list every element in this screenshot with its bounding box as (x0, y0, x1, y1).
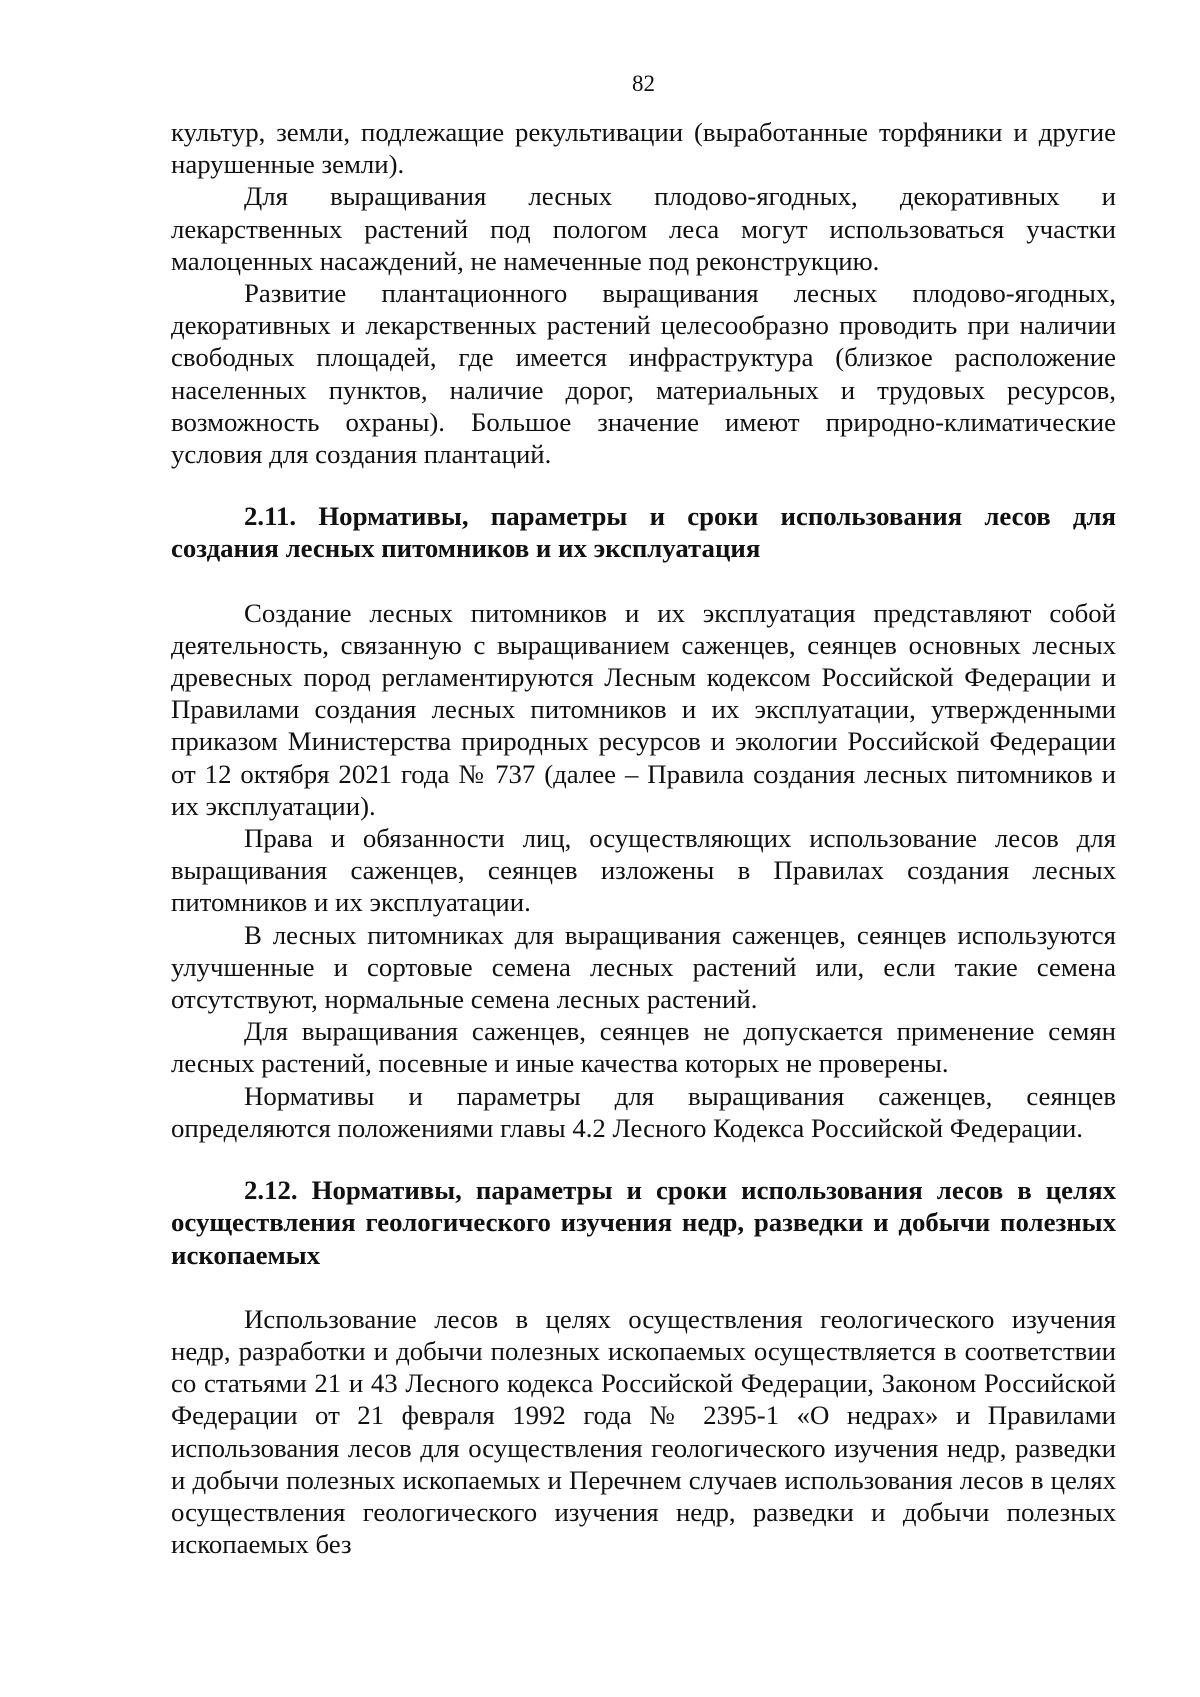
paragraph: Нормативы и параметры для выращивания саженцев, сеянцев определяются положениями главы 4.2 Лесного Кодекса Российской Федерации. (171, 1080, 1116, 1143)
paragraph: В лесных питомниках для выращивания саженцев, сеянцев используются улучшенные и сортовые семена лесных растений или, если такие семена отсутствуют, нормальные семена лесных растений. (171, 919, 1116, 1015)
paragraph: Использование лесов в целях осуществления геологического изучения недр, разработки и добычи полезных ископаемых осуществляется в соответствии со статьями 21 и 43 Лесного кодекса Российской Федерации, Законом Российской Федерации от 21 февраля 1992 года № 2395-1 «О недрах» и Правилами использования лесов для осуществления геологического изучения недр, разведки и добычи полезных ископаемых и Перечнем случаев использования лесов в целях осуществления геологического изучения недр, разведки и добычи полезных ископаемых без (171, 1303, 1116, 1560)
spacer (171, 1144, 1116, 1174)
section-heading-2-11: 2.11. Нормативы, параметры и сроки использования лесов для создания лесных питомников и их эксплуатация (171, 501, 1116, 564)
document-body (171, 116, 1116, 1560)
paragraph: Для выращивания саженцев, сеянцев не допускается применение семян лесных растений, посевные и иные качества которых не проверены. (171, 1016, 1116, 1079)
paragraph: культур, земли, подлежащие рекультивации (выработанные торфяники и другие нарушенные земли). (171, 117, 1116, 180)
page-number: 82 (632, 71, 655, 96)
spacer (171, 565, 1116, 597)
spacer (171, 1271, 1116, 1303)
paragraph: Права и обязанности лиц, осуществляющих использование лесов для выращивания саженцев, сеянцев изложены в Правилах создания лесных питомников и их эксплуатации. (171, 823, 1116, 918)
paragraph: Для выращивания лесных плодово-ягодных, декоративных и лекарственных растений под пологом леса могут использоваться участки малоценных насаждений, не намеченные под реконструкцию. (171, 181, 1116, 276)
spacer (171, 470, 1116, 500)
section-heading-2-12: 2.12. Нормативы, параметры и сроки использования лесов в целях осуществления геологического изучения недр, разведки и добычи полезных ископаемых (171, 1175, 1116, 1270)
paragraph: Развитие плантационного выращивания лесных плодово-ягодных, декоративных и лекарственных растений целесообразно проводить при наличии свободных площадей, где имеется инфраструктура (близкое расположение населенных пунктов, наличие дорог, материальных и трудовых ресурсов, возможность охраны). Большое значение имеют природно-климатические условия для создания плантаций. (171, 278, 1116, 470)
paragraph: Создание лесных питомников и их эксплуатация представляют собой деятельность, связанную с выращиванием саженцев, сеянцев основных лесных древесных пород регламентируются Лесным кодексом Российской Федерации и Правилами создания лесных питомников и их эксплуатации, утвержденными приказом Министерства природных ресурсов и экологии Российской Федерации от 12 октября 2021 года № 737 (далее – Правила создания лесных питомников и их эксплуатации). (171, 597, 1116, 821)
